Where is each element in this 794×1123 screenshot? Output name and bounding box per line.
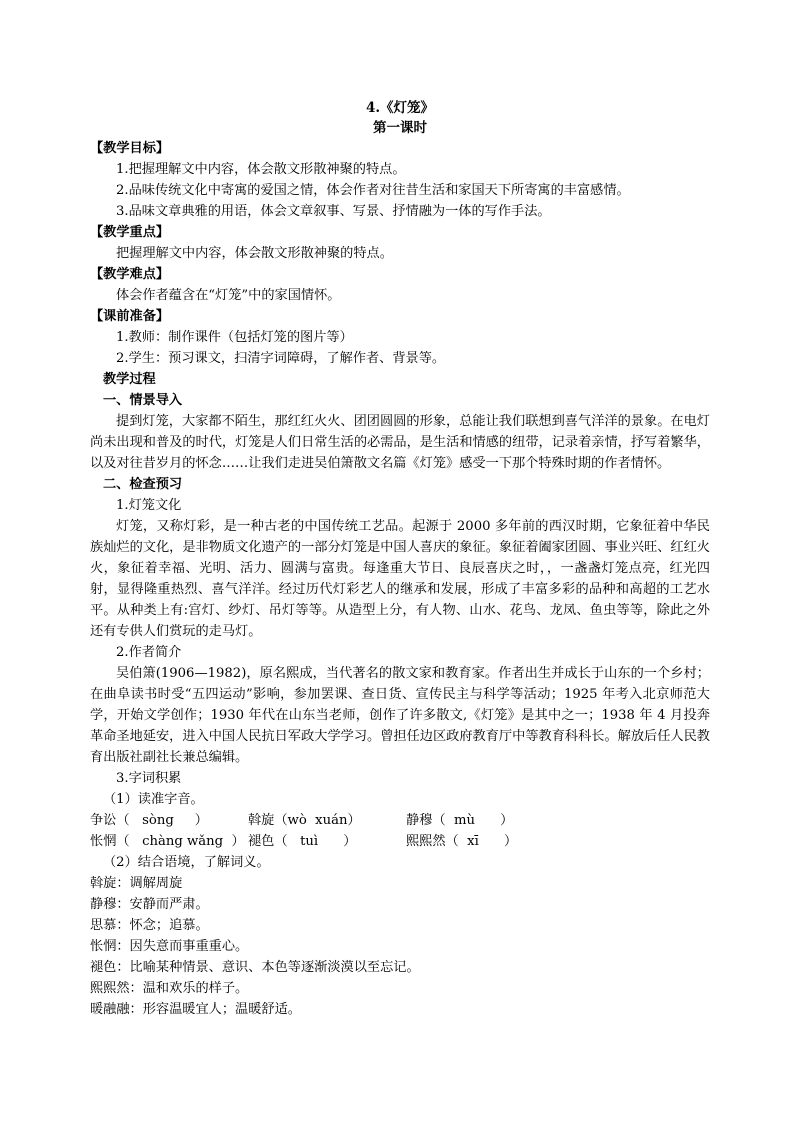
lesson-title: 4.《灯笼》 [365,100,435,116]
author-heading: 2.作者简介 [116,645,182,660]
goal-item-2: 2.品味传统文化中寄寓的爱国之情，体会作者对往昔生活和家国天下所寄寓的丰富感情。 [116,183,630,198]
intro-text: 提到灯笼，大家都不陌生，那红红火火、团团圆圆的形象，总能让我们联想到喜气洋洋的景象。在电灯尚未出现和普及的时代，灯笼是人们日常生活的必需品，是生活和情感的纽带，记录着亲情，抒写着繁华，以及对往昔岁月的怀念……让我们走进吴伯箫散文名篇《灯笼》感受一下那个特殊时期的作者情怀。 [90,414,710,471]
lesson-subtitle: 第一课时 [373,120,427,136]
goal-item-1: 1.把握理解文中内容，体会散文形散神聚的特点。 [116,162,406,177]
culture-heading: 1.灯笼文化 [116,498,182,513]
difficulty-heading: 【教学难点】 [90,267,170,282]
pron-item: 静穆（ mù ） [406,813,514,828]
key-points-heading: 【教学重点】 [90,225,170,240]
preview-heading: 二、检查预习 [103,477,183,492]
pron-item: 斡旋（wò xuán） [248,813,361,828]
meaning-heading: （2）结合语境，了解词义。 [103,855,270,870]
pron-item: 怅惘（ chàng wǎng ） [90,834,245,849]
intro-heading: 一、情景导入 [103,393,183,408]
meaning-item: 褪色：比喻某种情景、意识、本色等逐渐淡漠以至忘记。 [90,960,420,975]
culture-text: 灯笼，又称灯彩，是一种古老的中国传统工艺品。起源于 2000 多年前的西汉时期，它象征着中华民族灿烂的文化，是非物质文化遗产的一部分灯笼是中国人喜庆的象征。象征着阖家团圆、事业兴旺、红红火火，象征着幸福、光明、活力、圆满与富贵。每逢重大节日、良辰喜庆之时，，一盏盏灯笼点亮，红光四射，显得隆重热烈、喜气洋洋。经过历代灯彩艺人的继承和发展，形成了丰富多彩的品种和高超的工艺水平。从种类上有:宫灯、纱灯、吊灯等等。从造型上分，有人物、山水、花鸟、龙凤、鱼虫等等，除此之外还有专供人们赏玩的走马灯。 [90,519,710,639]
prep-item-2: 2.学生：预习课文，扫清字词障碍，了解作者、背景等。 [116,351,446,366]
meaning-item: 暖融融：形容温暖宜人；温暖舒适。 [90,1002,301,1017]
difficulty-text: 体会作者蕴含在“灯笼”中的家国情怀。 [116,288,341,303]
author-text: 吴伯箫(1906—1982)，原名熙成，当代著名的散文家和教育家。作者出生并成长于山东的一个乡村；在曲阜读书时受“五四运动”影响，参加罢课、查日货、宣传民主与科学等活动；1925 年考入北京师范大学，开始文学创作；1930 年代在山东当老师，创作了许多散文,《灯笼》是其中之一；1938 年 4 月投奔革命圣地延安，进入中国人民抗日军政大学学习。曾担任边区政府教育厅中等教育科科长。解放后任人民教育出版社副社长兼总编辑。 [90,666,710,765]
pron-item: 褪色（ tuì ） [248,834,357,849]
pron-item: 熙熙然（ xī ） [406,834,518,849]
meaning-item: 斡旋：调解周旋 [90,876,183,891]
words-heading: 3.字词积累 [116,771,182,786]
meaning-item: 怅惘：因失意而事重重心。 [90,939,249,954]
goal-item-3: 3.品味文章典雅的用语，体会文章叙事、写景、抒情融为一体的写作手法。 [116,204,551,219]
pronunciation-row-2 [90,831,710,852]
meaning-item: 静穆：安静而严肃。 [90,897,209,912]
pronunciation-row-1 [90,810,710,831]
goals-heading: 【教学目标】 [90,141,170,156]
process-heading: 教学过程 [103,372,156,387]
pronunciation-heading: （1）读准字音。 [103,792,204,807]
prep-item-1: 1.教师：制作课件（包括灯笼的图片等） [116,330,353,345]
meaning-item: 思慕：怀念；追慕。 [90,918,209,933]
prep-heading: 【课前准备】 [90,309,170,324]
document-page [90,98,710,1020]
key-points-text: 把握理解文中内容，体会散文形散神聚的特点。 [116,246,393,261]
meaning-item: 熙熙然：温和欢乐的样子。 [90,981,249,996]
pron-item: 争讼（ sòng ） [90,813,208,828]
